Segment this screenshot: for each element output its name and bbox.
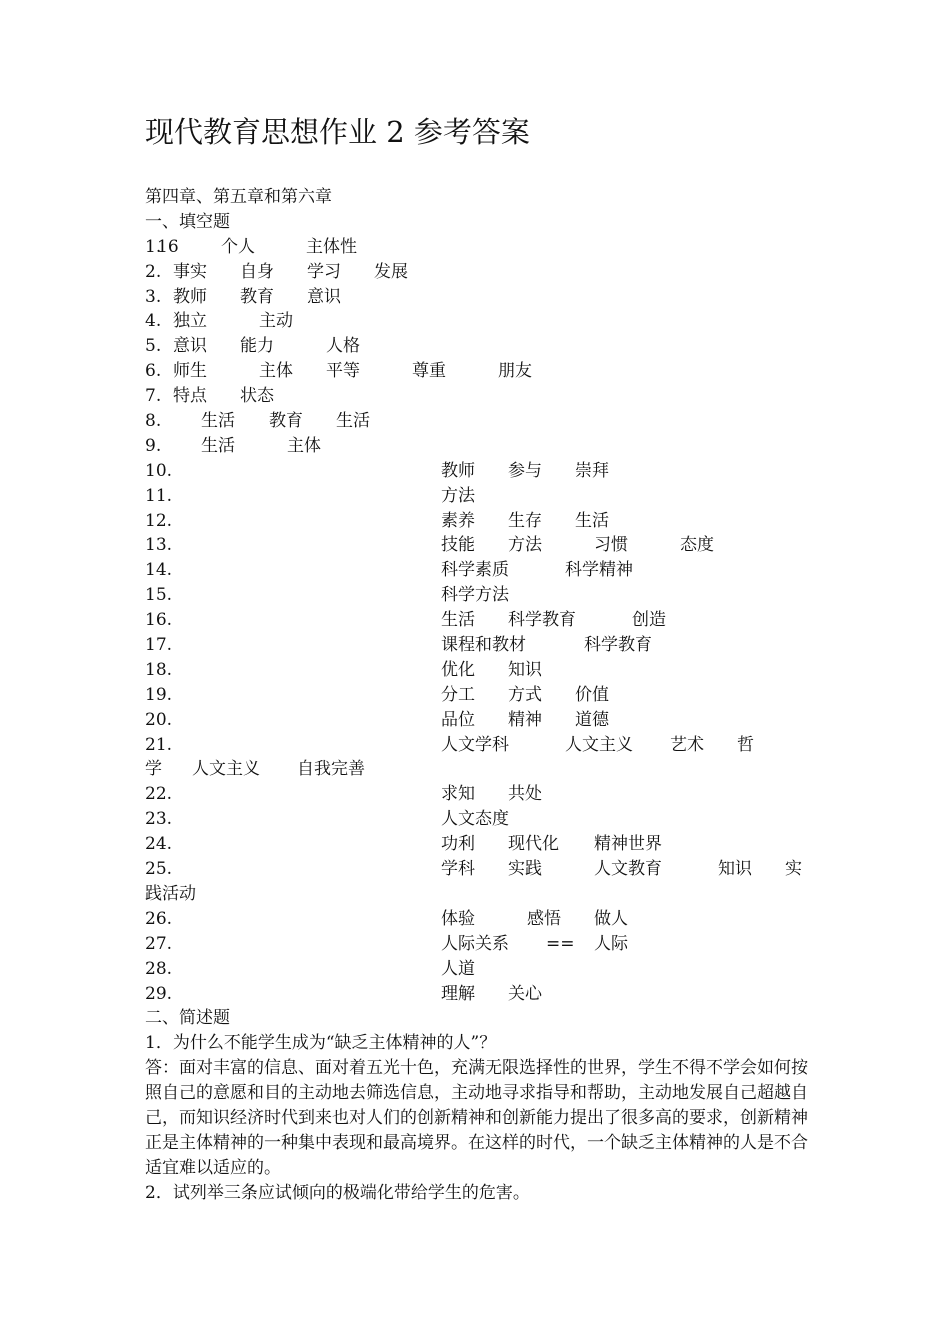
answer-text: == — [546, 933, 575, 954]
answer-text: 科学素质 — [441, 560, 509, 581]
answer-text: 技能 — [441, 535, 475, 556]
section-heading-short-answer: 二、简述题 — [145, 1008, 230, 1029]
fill-in-item — [145, 509, 810, 534]
answer-text: 个人 — [221, 236, 255, 257]
answer-text: 平等 — [326, 361, 360, 382]
fill-in-item — [145, 608, 810, 633]
item-number: 28. — [145, 958, 173, 979]
question-1: 1．为什么不能学生成为“缺乏主体精神的人”？ — [145, 1033, 497, 1054]
answer-text: 道德 — [575, 709, 609, 730]
answer-text: 特点 — [173, 386, 207, 407]
answer-text: 自身 — [240, 261, 274, 282]
fill-in-item-continuation — [145, 882, 810, 907]
answer-text: 践活动 — [145, 883, 196, 904]
answer-text: 自我完善 — [297, 759, 365, 780]
answer-text: 方法 — [508, 535, 542, 556]
item-number: 23. — [145, 809, 173, 830]
fill-in-answers — [145, 235, 810, 1007]
answer-text: 朋友 — [498, 361, 532, 382]
fill-in-item — [145, 832, 810, 857]
answer-text: 主体性 — [306, 236, 357, 257]
answer-text: 独立 — [173, 311, 207, 332]
item-number: 21. — [145, 734, 173, 755]
answer-text: 16 — [157, 236, 179, 257]
answer-text: 人道 — [441, 958, 475, 979]
fill-in-item — [145, 932, 810, 957]
answer-text: 素养 — [441, 510, 475, 531]
item-number: 18. — [145, 659, 173, 680]
answer-text: 学习 — [307, 261, 341, 282]
answer-text: 教师 — [173, 286, 207, 307]
answer-text: 人文主义 — [565, 734, 633, 755]
fill-in-item — [145, 907, 810, 932]
fill-in-item — [145, 957, 810, 982]
answer-text: 发展 — [374, 261, 408, 282]
item-number: 19. — [145, 684, 173, 705]
item-number: 8. — [145, 411, 162, 432]
fill-in-item — [145, 633, 810, 658]
answer-text: 人文主义 — [192, 759, 260, 780]
fill-in-item-continuation — [145, 757, 810, 782]
fill-in-item — [145, 658, 810, 683]
item-number: 10. — [145, 460, 173, 481]
answer-text: 生活 — [441, 610, 475, 631]
item-number: 3. — [145, 286, 162, 307]
answer-text: 意识 — [173, 336, 207, 357]
answer-text: 价值 — [575, 684, 609, 705]
answer-text: 精神世界 — [594, 834, 662, 855]
answer-text: 生活 — [575, 510, 609, 531]
item-number: 29. — [145, 983, 173, 1004]
answer-text: 知识 — [508, 659, 542, 680]
fill-in-item — [145, 733, 810, 758]
item-number: 16. — [145, 610, 173, 631]
fill-in-item — [145, 459, 810, 484]
answer-text: 精神 — [508, 709, 542, 730]
answer-text: 人文学科 — [441, 734, 509, 755]
answer-text: 求知 — [441, 784, 475, 805]
answer-text: 生活 — [336, 411, 370, 432]
item-number: 6. — [145, 361, 162, 382]
item-number: 25. — [145, 859, 173, 880]
question-2: 2．试列举三条应试倾向的极端化带给学生的危害。 — [145, 1182, 530, 1203]
item-number: 11. — [145, 485, 173, 506]
answer-text: 哲 — [737, 734, 754, 755]
fill-in-item — [145, 384, 810, 409]
answer-text: 人文教育 — [594, 859, 662, 880]
answer-text: 关心 — [508, 983, 542, 1004]
answer-text: 人格 — [326, 336, 360, 357]
fill-in-item — [145, 484, 810, 509]
fill-in-item — [145, 309, 810, 334]
answer-text: 现代化 — [508, 834, 559, 855]
section-heading-fill-in: 一、填空题 — [145, 211, 230, 232]
item-number: 1. — [145, 236, 162, 257]
answer-text: 实践 — [508, 859, 542, 880]
answer-text: 师生 — [173, 361, 207, 382]
answer-text: 主体 — [287, 435, 321, 456]
answer-text: 知识 — [718, 859, 752, 880]
answer-text: 做人 — [594, 908, 628, 929]
item-number: 12. — [145, 510, 173, 531]
answer-text: 科学教育 — [508, 610, 576, 631]
item-number: 24. — [145, 834, 173, 855]
chapter-range: 第四章、第五章和第六章 — [145, 187, 332, 207]
answer-1: 答：面对丰富的信息、面对着五光十色，充满无限选择性的世界，学生不得不学会如何按照自己的意愿和目的主动地去筛选信息，主动地寻求指导和帮助，主动地发展自己超越自己，而知识经济时代到来也对人们的创新精神和创新能力提出了很多高的要求，创新精神正是主体精神的一种集中表现和最高境界。在这样的时代，一个缺乏主体精神的人是不合适宜难以适应的。 — [145, 1058, 808, 1178]
item-number: 7. — [145, 386, 162, 407]
item-number: 15. — [145, 585, 173, 606]
answer-text: 品位 — [441, 709, 475, 730]
fill-in-item — [145, 285, 810, 310]
answer-text: 创造 — [632, 610, 666, 631]
answer-text: 习惯 — [594, 535, 628, 556]
fill-in-item — [145, 334, 810, 359]
fill-in-item — [145, 857, 810, 882]
answer-text: 分工 — [441, 684, 475, 705]
answer-text: 教师 — [441, 460, 475, 481]
answer-text: 教育 — [240, 286, 274, 307]
answer-text: 崇拜 — [575, 460, 609, 481]
fill-in-item — [145, 558, 810, 583]
item-number: 26. — [145, 908, 173, 929]
fill-in-item — [145, 409, 810, 434]
answer-text: 体验 — [441, 908, 475, 929]
answer-text: 态度 — [680, 535, 714, 556]
answer-text: 意识 — [307, 286, 341, 307]
answer-text: 科学教育 — [584, 635, 652, 656]
item-number: 22. — [145, 784, 173, 805]
item-number: 13. — [145, 535, 173, 556]
answer-text: 生活 — [201, 411, 235, 432]
answer-text: 方法 — [441, 485, 475, 506]
item-number: 20. — [145, 709, 173, 730]
answer-text: 教育 — [269, 411, 303, 432]
answer-text: 理解 — [441, 983, 475, 1004]
answer-text: 感悟 — [527, 908, 561, 929]
answer-text: 共处 — [508, 784, 542, 805]
answer-text: 实 — [785, 859, 802, 880]
document-body — [145, 185, 810, 1206]
answer-text: 参与 — [508, 460, 542, 481]
answer-text: 学 — [145, 759, 162, 780]
answer-text: 人际 — [594, 933, 628, 954]
fill-in-item — [145, 782, 810, 807]
answer-text: 优化 — [441, 659, 475, 680]
answer-text: 学科 — [441, 859, 475, 880]
answer-text: 人际关系 — [441, 933, 509, 954]
answer-text: 状态 — [240, 386, 274, 407]
answer-text: 人文态度 — [441, 809, 509, 830]
fill-in-item — [145, 533, 810, 558]
answer-text: 课程和教材 — [441, 635, 526, 656]
fill-in-item — [145, 359, 810, 384]
item-number: 9. — [145, 435, 162, 456]
answer-text: 生存 — [508, 510, 542, 531]
answer-text: 科学方法 — [441, 585, 509, 606]
answer-text: 尊重 — [412, 361, 446, 382]
fill-in-item — [145, 708, 810, 733]
fill-in-item — [145, 235, 810, 260]
item-number: 5. — [145, 336, 162, 357]
item-number: 14. — [145, 560, 173, 581]
answer-text: 艺术 — [670, 734, 704, 755]
fill-in-item — [145, 683, 810, 708]
answer-text: 主动 — [259, 311, 293, 332]
fill-in-item — [145, 260, 810, 285]
item-number: 2. — [145, 261, 162, 282]
answer-text: 方式 — [508, 684, 542, 705]
item-number: 27. — [145, 933, 173, 954]
fill-in-item — [145, 583, 810, 608]
answer-text: 事实 — [173, 261, 207, 282]
fill-in-item — [145, 807, 810, 832]
item-number: 4. — [145, 311, 162, 332]
fill-in-item — [145, 982, 810, 1007]
item-number: 17. — [145, 635, 173, 656]
answer-text: 生活 — [201, 435, 235, 456]
answer-text: 功利 — [441, 834, 475, 855]
answer-text: 能力 — [240, 336, 274, 357]
fill-in-item — [145, 434, 810, 459]
answer-text: 科学精神 — [565, 560, 633, 581]
answer-text: 主体 — [259, 361, 293, 382]
page-title: 现代教育思想作业 2 参考答案 — [145, 115, 530, 149]
